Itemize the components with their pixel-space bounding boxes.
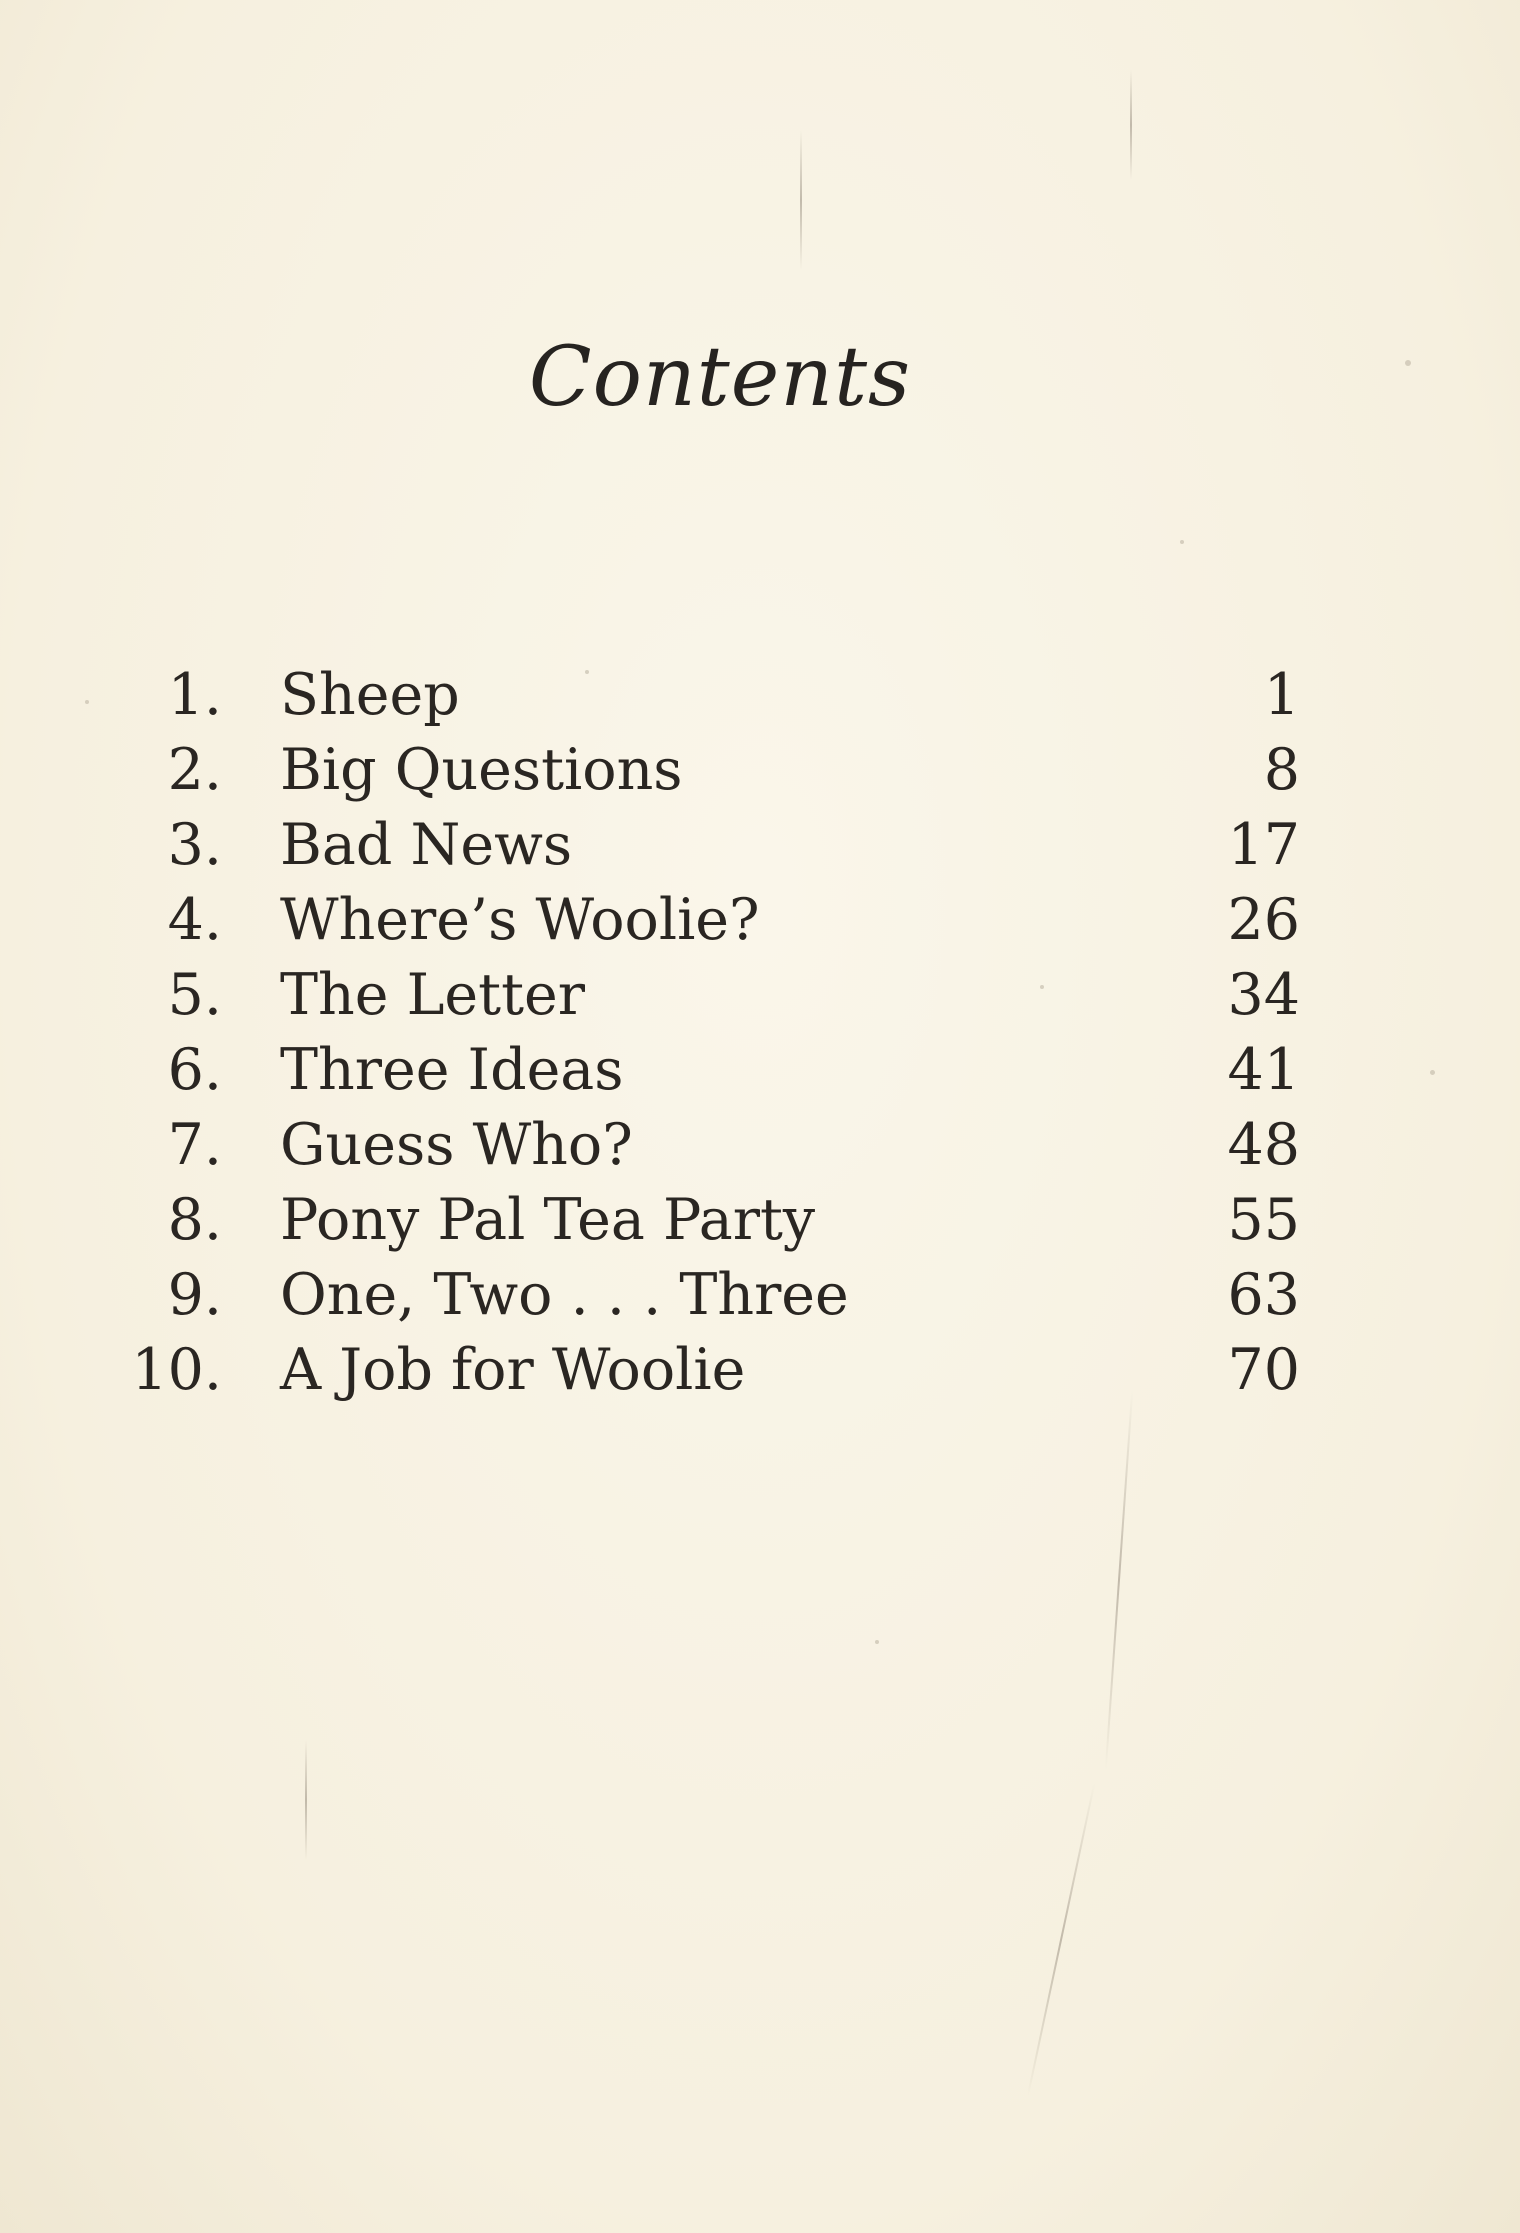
- page-number: 26: [1227, 887, 1300, 953]
- chapter-number: 5.: [167, 962, 222, 1028]
- toc-entry: [130, 958, 1300, 1033]
- page-number: 8: [1263, 737, 1300, 803]
- page-number: 55: [1227, 1187, 1300, 1253]
- chapter-number: 9.: [167, 1262, 222, 1328]
- paper-crease: [800, 130, 802, 270]
- toc-entry: [130, 1258, 1300, 1333]
- chapter-title: Guess Who?: [280, 1112, 633, 1178]
- paper-speck: [1430, 1070, 1435, 1075]
- page-number: 1: [1263, 662, 1300, 728]
- toc-entry: [130, 1183, 1300, 1258]
- chapter-title: Where’s Woolie?: [280, 887, 760, 953]
- paper-speck: [85, 700, 89, 704]
- chapter-title: One, Two . . . Three: [280, 1262, 849, 1328]
- table-of-contents: [130, 658, 1300, 1408]
- page-number: 48: [1227, 1112, 1300, 1178]
- chapter-title: Pony Pal Tea Party: [280, 1187, 816, 1253]
- toc-entry: [130, 808, 1300, 883]
- page-number: 63: [1227, 1262, 1300, 1328]
- chapter-number: 1.: [167, 662, 222, 728]
- toc-entry: [130, 658, 1300, 733]
- paper-crease: [1027, 1783, 1095, 2096]
- page-title: Contents: [528, 330, 912, 425]
- toc-entry: [130, 1108, 1300, 1183]
- page-number: 17: [1227, 812, 1300, 878]
- page-number: 41: [1227, 1037, 1300, 1103]
- chapter-number: 6.: [167, 1037, 222, 1103]
- chapter-title: Big Questions: [280, 737, 683, 803]
- chapter-number: 7.: [167, 1112, 222, 1178]
- paper-crease: [1130, 70, 1132, 180]
- chapter-title: Bad News: [280, 812, 573, 878]
- chapter-title: A Job for Woolie: [280, 1337, 746, 1403]
- toc-entry: [130, 1333, 1300, 1408]
- paper-crease: [1105, 1390, 1134, 1769]
- toc-entry: [130, 883, 1300, 958]
- chapter-number: 4.: [167, 887, 222, 953]
- chapter-title: Sheep: [280, 662, 460, 728]
- paper-crease: [305, 1740, 307, 1860]
- paper-speck: [875, 1640, 879, 1644]
- chapter-number: 8.: [167, 1187, 222, 1253]
- page-number: 70: [1227, 1337, 1300, 1403]
- toc-entry: [130, 1033, 1300, 1108]
- chapter-title: Three Ideas: [280, 1037, 624, 1103]
- chapter-number: 10.: [131, 1337, 222, 1403]
- toc-entry: [130, 733, 1300, 808]
- chapter-number: 3.: [167, 812, 222, 878]
- chapter-title: The Letter: [280, 962, 585, 1028]
- page-number: 34: [1227, 962, 1300, 1028]
- paper-speck: [1180, 540, 1184, 544]
- chapter-number: 2.: [167, 737, 222, 803]
